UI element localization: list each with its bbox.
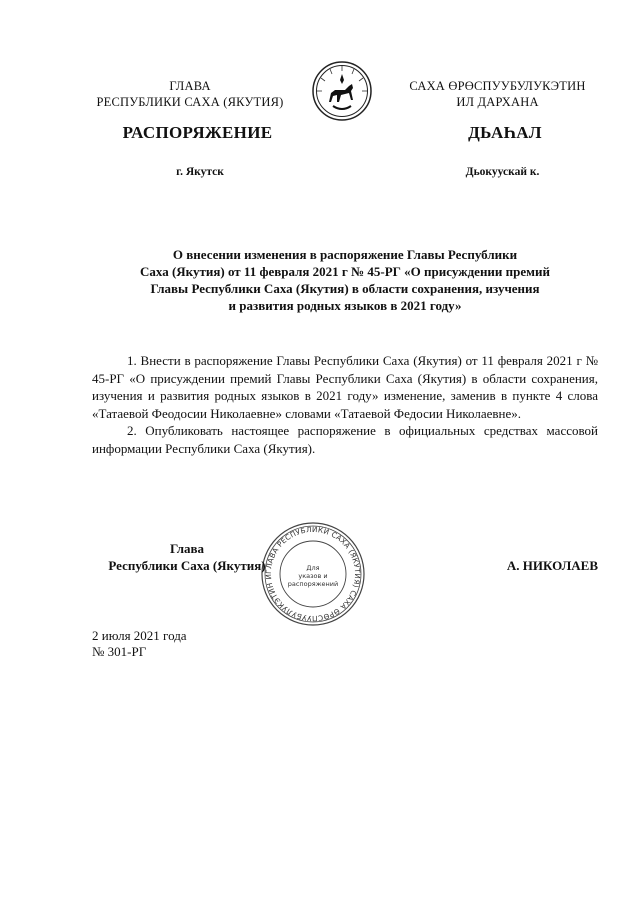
city-sakha: Дьокуускай к. — [465, 166, 540, 178]
paragraph-2: 2. Опубликовать настоящее распоряжение в официальных средствах массовой информации Республики Саха (Якутия). — [92, 423, 598, 456]
coat-of-arms-icon — [311, 60, 373, 122]
paragraph-1: 1. Внести в распоряжение Главы Республики Саха (Якутия) от 11 февраля 2021 г № 45-РГ «О присуждении премий Главы Республики Саха (Якутия) в области сохранения, изучения и развития родных языков в 2021 году» изменение, заменив в пункте 4 слова «Татаевой Феодосии Николаевне» словами «Татаевой Федосии Николаевне». — [92, 353, 598, 421]
svg-text:распоряжений: распоряжений — [287, 580, 339, 588]
issuer-line1: ГЛАВА — [169, 79, 211, 93]
doc-type-ru: РАСПОРЯЖЕНИЕ — [122, 123, 273, 142]
signatory-position-line1: Глава — [169, 541, 205, 556]
title-line: Главы Республики Саха (Якутия) в области сохранения, изучения — [150, 281, 540, 296]
signatory-position — [92, 540, 282, 574]
issuer-block-sakha — [395, 78, 600, 110]
title-line: О внесении изменения в распоряжение Главы Республики — [172, 247, 518, 262]
document-date: 2 июля 2021 года — [92, 628, 187, 643]
official-seal-stamp — [258, 520, 368, 628]
issuer-line2: РЕСПУБЛИКИ САХА (ЯКУТИЯ) — [96, 95, 284, 109]
document-body — [92, 352, 598, 457]
svg-text:указов и: указов и — [298, 572, 328, 580]
doc-type-sakha: ДЬАҺАЛ — [468, 123, 542, 142]
issuer-line1-sakha: САХА ӨРӨСПУУБУЛУКЭТИН — [409, 79, 586, 93]
seal-center-text: Для — [306, 564, 320, 572]
document-number: № 301-РГ — [92, 644, 147, 659]
title-line: Саха (Якутия) от 11 февраля 2021 г № 45-РГ «О присуждении премий — [139, 264, 550, 279]
issuer-block-ru — [80, 78, 300, 110]
signatory-position-line2: Республики Саха (Якутия) — [108, 558, 266, 573]
document-title — [95, 246, 595, 314]
seal-ring-text: ГЛАВА РЕСПУБЛИКИ САХА (ЯКУТИЯ) САХА ӨРӨСПУУБУЛУКЭТИН И — [263, 524, 363, 624]
issuer-line2-sakha: ИЛ ДАРХАНА — [456, 95, 539, 109]
city-ru: г. Якутск — [176, 166, 224, 178]
document-footer — [92, 628, 187, 660]
signatory-name: А. НИКОЛАЕВ — [506, 558, 598, 573]
title-line: и развития родных языков в 2021 году» — [228, 298, 462, 313]
